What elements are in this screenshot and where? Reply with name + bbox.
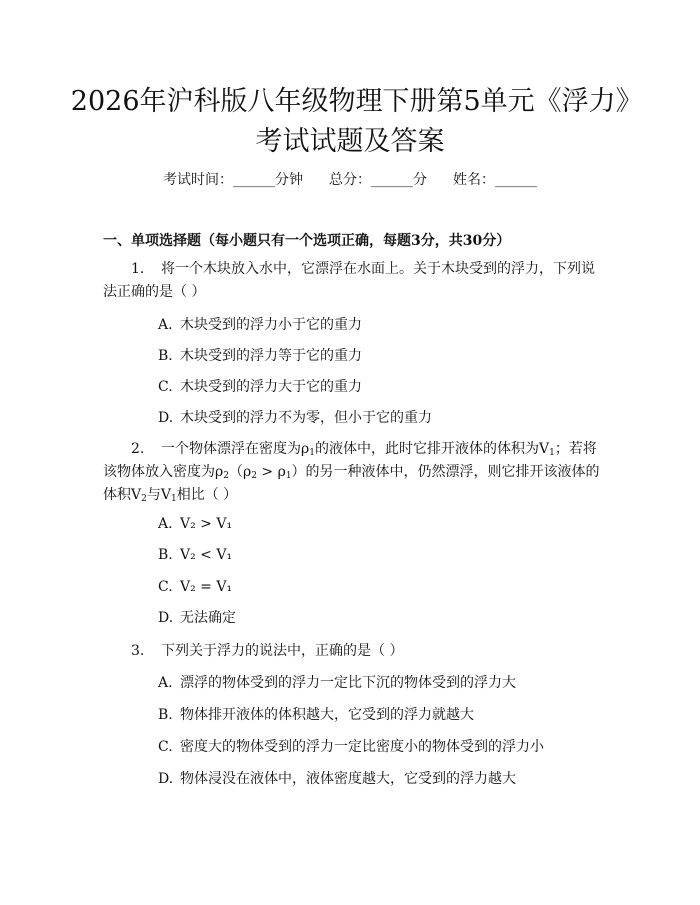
option-text: 物体浸没在液体中，液体密度越大，它受到的浮力越大 [180,771,516,787]
question-1 [103,258,600,304]
option-letter: C. [158,379,173,395]
option-text: 物体排开液体的体积越大，它受到的浮力就越大 [180,707,474,723]
option-text: 木块受到的浮力等于它的重力 [180,348,362,364]
option-letter: D. [158,610,174,626]
question-number: 2. [131,441,145,457]
option-letter: B. [158,707,173,723]
question-stem: 将一个木块放入水中，它漂浮在水面上。关于木块受到的浮力，下列说法正确的是（ ） [103,261,595,300]
option-text: 木块受到的浮力小于它的重力 [180,317,362,333]
question-stem: 下列关于浮力的说法中，正确的是（ ） [161,643,404,659]
option-text: V₂ > V₁ [180,516,233,532]
student-name-field: 姓名：______ [453,172,537,188]
option-2c [158,577,232,597]
total-score-field: 总分：______分 [329,172,427,188]
option-text: 木块受到的浮力大于它的重力 [180,379,362,395]
option-3c [158,737,544,757]
question-stem: 一个物体漂浮在密度为$\rho_1$的液体中，此时它排开液体的体积为$V_1$；若将该物体放入密度为$\rho_2(\rho_2 > \rho_1)$的另一种液体中，仍然漂浮，则它排开该液体的体积$V_2$与$V_1$相比（ ） [103,441,600,504]
option-text: 密度大的物体受到的浮力一定比密度小的物体受到的浮力小 [180,739,544,755]
option-letter: D. [158,410,174,426]
option-1a [158,315,362,335]
option-letter: D. [158,771,174,787]
question-3 [103,640,600,663]
option-letter: B. [158,547,173,563]
option-letter: B. [158,348,173,364]
question-number: 3. [131,643,145,659]
option-1b [158,346,362,366]
option-2a [158,514,232,534]
option-2b [158,545,232,565]
option-text: 木块受到的浮力不为零，但小于它的重力 [180,410,432,426]
exam-info-line [0,170,700,190]
question-number: 1. [131,261,145,277]
option-letter: A. [158,317,173,333]
option-text: V₂ = V₁ [180,579,233,595]
option-letter: C. [158,579,173,595]
option-text: V₂ < V₁ [180,547,233,563]
option-letter: A. [158,675,173,691]
exam-time-field: 考试时间：______分钟 [163,172,303,188]
option-1d [158,408,432,428]
option-letter: C. [158,739,173,755]
section-heading: 一、单项选择题（每小题只有一个选项正确，每题3分，共30分） [103,233,511,249]
option-3b [158,705,474,725]
option-text: 漂浮的物体受到的浮力一定比下沉的物体受到的浮力大 [180,675,516,691]
document-title: 2026年沪科版八年级物理下册第5单元《浮力》考试试题及答案 [70,86,630,157]
question-2 [103,438,600,507]
option-2d [158,608,236,628]
option-letter: A. [158,516,173,532]
option-3d [158,769,516,789]
option-3a [158,673,516,693]
option-text: 无法确定 [180,610,236,626]
option-1c [158,377,362,397]
